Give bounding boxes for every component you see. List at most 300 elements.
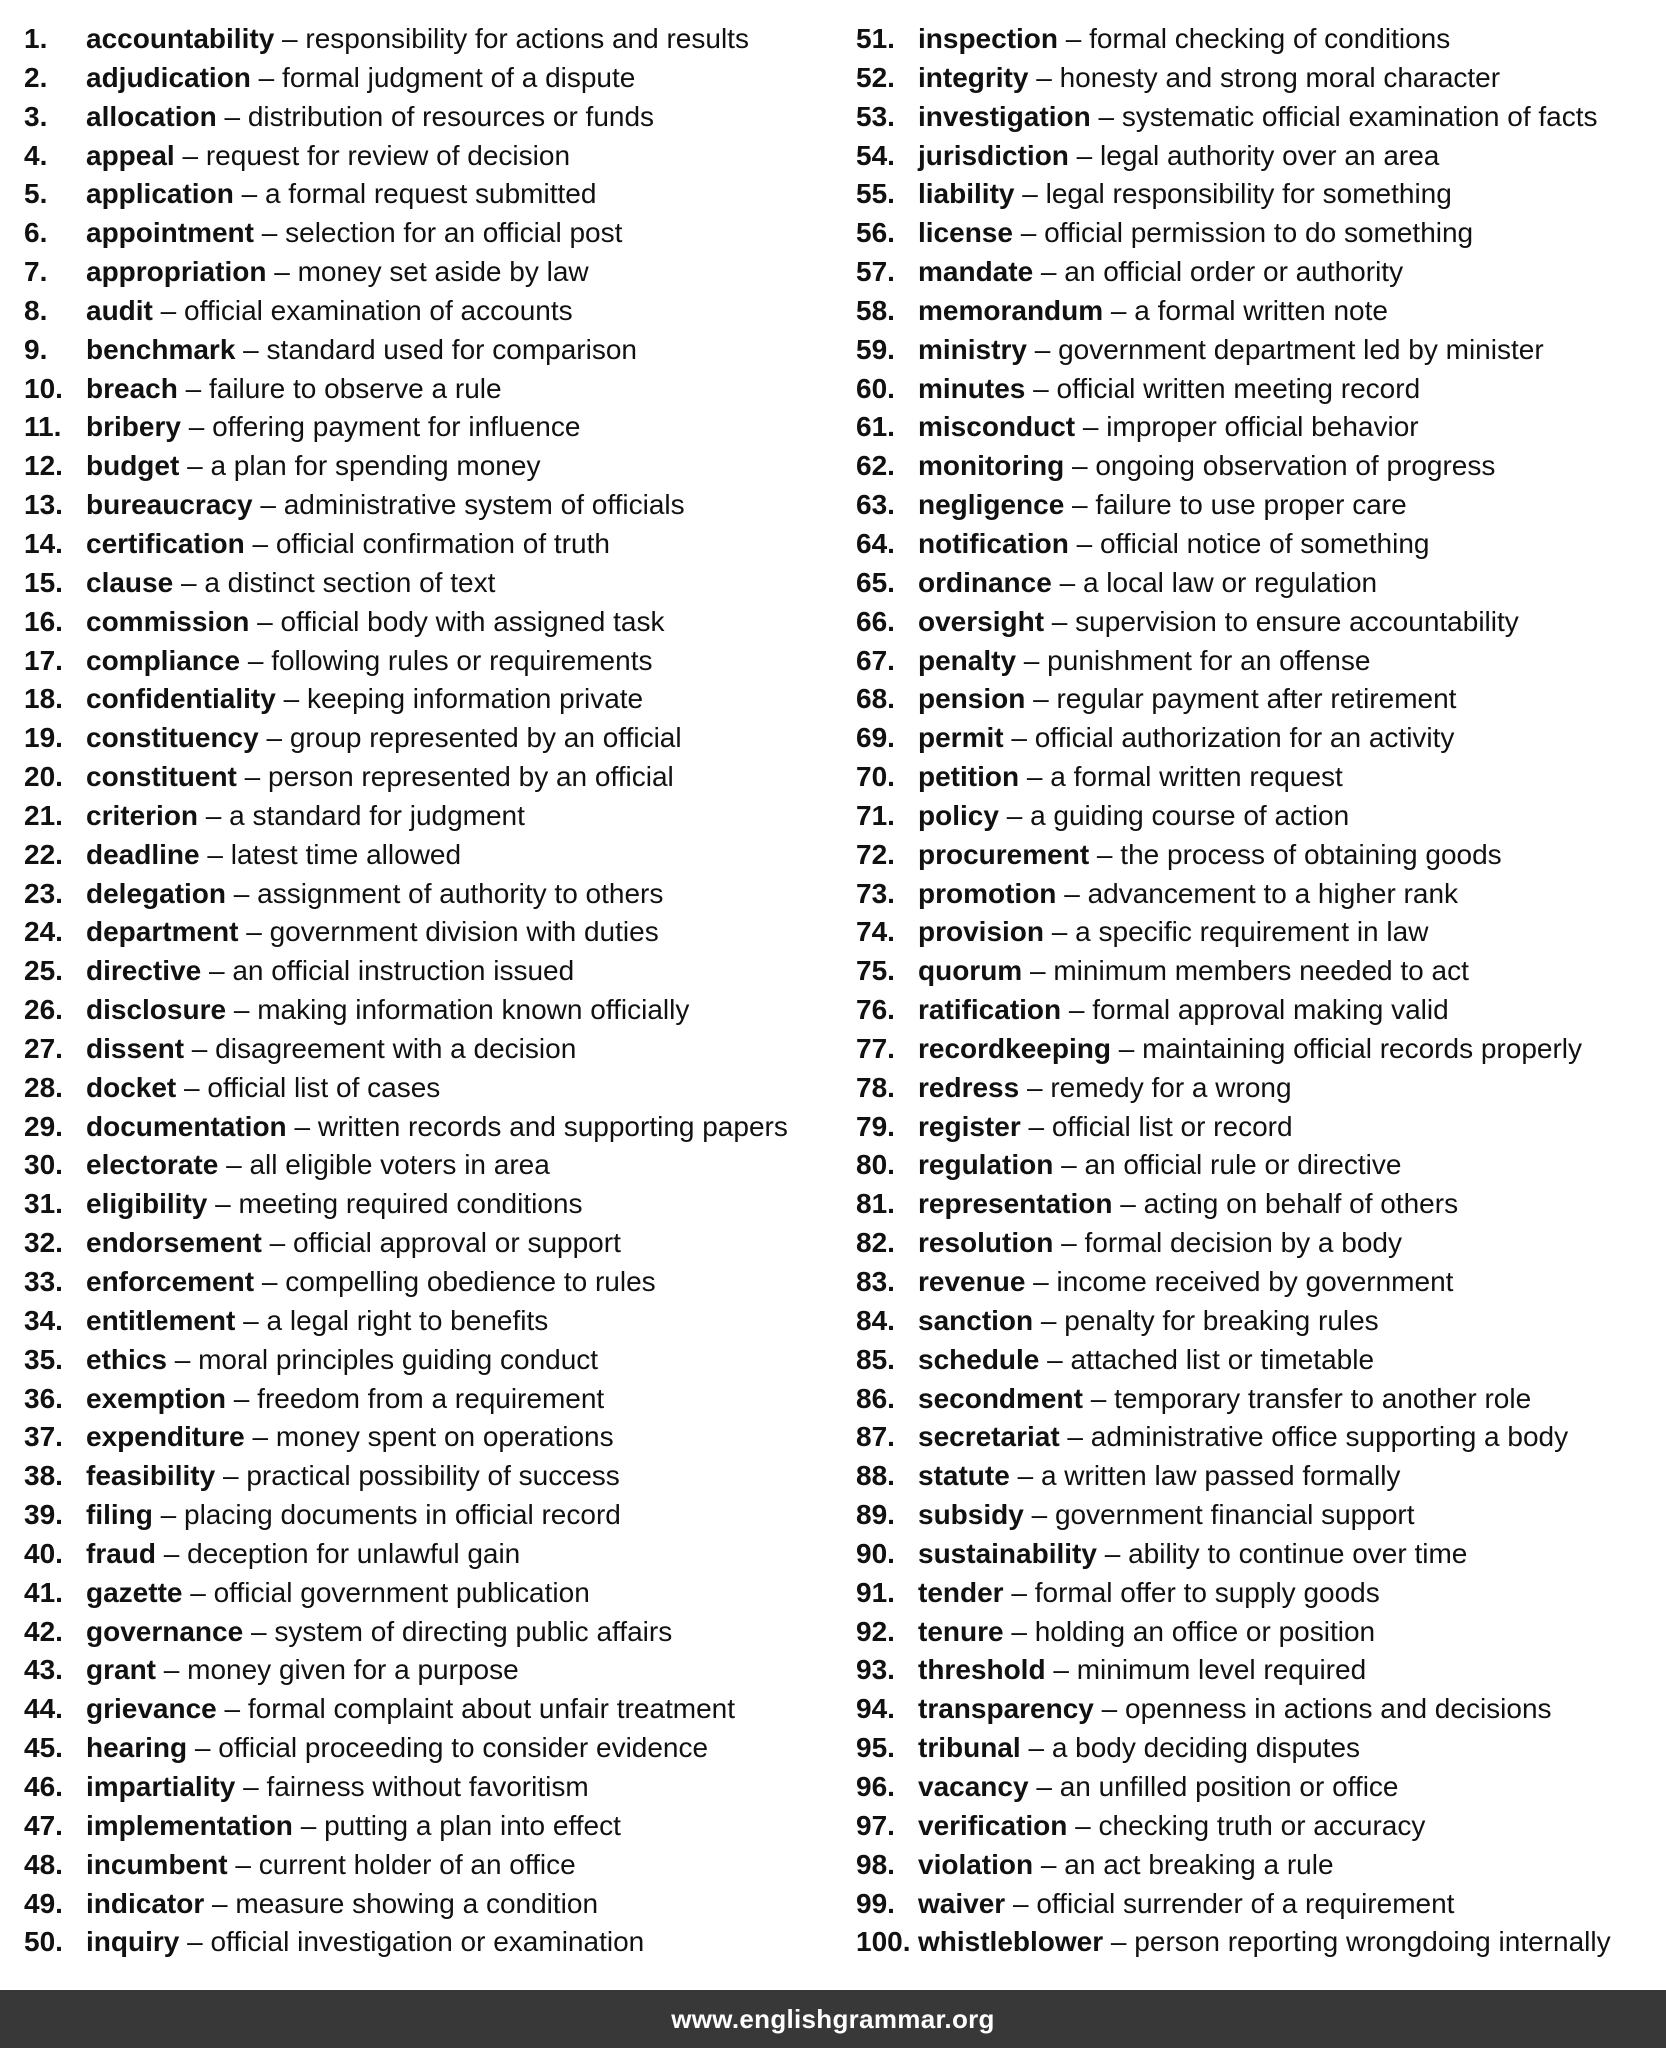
- entry-separator: –: [998, 799, 1031, 831]
- entry-term: breach: [86, 372, 178, 404]
- entry-term: documentation: [86, 1110, 287, 1142]
- entry-separator: –: [1003, 1576, 1035, 1608]
- entry-definition: administrative system of officials: [283, 489, 685, 521]
- entry-number: 28.: [24, 1071, 63, 1103]
- entry-term: eligibility: [86, 1188, 208, 1220]
- entry-term: violation: [918, 1848, 1034, 1880]
- glossary-entry: [856, 1030, 1656, 1069]
- entry-definition: a specific requirement in law: [1075, 916, 1429, 948]
- entry-definition: standard used for comparison: [266, 333, 637, 365]
- entry-term: oversight: [918, 605, 1045, 637]
- entry-separator: –: [182, 1576, 214, 1608]
- entry-term: fraud: [86, 1537, 156, 1569]
- entry-separator: –: [235, 333, 267, 365]
- glossary-entry: [856, 680, 1656, 719]
- glossary-entry: [24, 1574, 824, 1613]
- entry-separator: –: [1003, 1615, 1035, 1647]
- entry-definition: request for review of decision: [205, 139, 571, 171]
- entry-number: 62.: [856, 450, 895, 482]
- glossary-entry: [24, 1496, 824, 1535]
- entry-definition: official authorization for an activity: [1034, 722, 1455, 754]
- entry-definition: deception for unlawful gain: [187, 1537, 521, 1569]
- glossary-entry: [856, 719, 1656, 758]
- entry-separator: –: [266, 256, 298, 288]
- entry-definition: punishment for an offense: [1047, 644, 1371, 676]
- glossary-entry: [24, 797, 824, 836]
- entry-number: 97.: [856, 1809, 895, 1841]
- glossary-entry: [24, 836, 824, 875]
- entry-number: 26.: [24, 994, 63, 1026]
- entry-definition: keeping information private: [306, 683, 644, 715]
- entry-term: incumbent: [86, 1848, 228, 1880]
- glossary-entry: [24, 680, 824, 719]
- entry-term: transparency: [918, 1693, 1094, 1725]
- entry-separator: –: [207, 1188, 239, 1220]
- entry-definition: official written meeting record: [1056, 372, 1421, 404]
- entry-separator: –: [1053, 1149, 1085, 1181]
- glossary-entry: [856, 1108, 1656, 1147]
- entry-definition: distribution of resources or funds: [247, 100, 655, 132]
- entry-term: governance: [86, 1615, 244, 1647]
- entry-definition: money spent on operations: [275, 1421, 614, 1453]
- entry-definition: improper official behavior: [1106, 411, 1419, 443]
- entry-definition: putting a plan into effect: [324, 1809, 621, 1841]
- entry-definition: legal authority over an area: [1100, 139, 1440, 171]
- entry-definition: attached list or timetable: [1070, 1343, 1375, 1375]
- entry-definition: regular payment after retirement: [1056, 683, 1457, 715]
- glossary-entry: [24, 1108, 824, 1147]
- entry-number: 51.: [856, 23, 895, 54]
- entry-number: 14.: [24, 527, 63, 559]
- entry-definition: official list of cases: [207, 1071, 441, 1103]
- glossary-entry: [24, 564, 824, 603]
- entry-separator: –: [1020, 1732, 1052, 1764]
- glossary-entry: [856, 525, 1656, 564]
- entry-term: docket: [86, 1071, 177, 1103]
- entry-number: 88.: [856, 1460, 895, 1492]
- glossary-entry: [856, 1690, 1656, 1729]
- entry-definition: government financial support: [1054, 1499, 1415, 1531]
- entry-separator: –: [1056, 877, 1088, 909]
- entry-number: 99.: [856, 1887, 895, 1919]
- entry-number: 43.: [24, 1654, 63, 1686]
- glossary-entry: [24, 603, 824, 642]
- entry-number: 73.: [856, 877, 895, 909]
- entry-number: 48.: [24, 1848, 63, 1880]
- entry-number: 36.: [24, 1382, 63, 1414]
- entry-definition: responsibility for actions and results: [305, 23, 749, 54]
- glossary-entry: [856, 913, 1656, 952]
- entry-separator: –: [180, 411, 213, 443]
- glossary-entry: [856, 98, 1656, 137]
- entry-term: allocation: [86, 100, 217, 132]
- entry-definition: following rules or requirements: [271, 644, 653, 676]
- entry-term: commission: [86, 605, 250, 637]
- entry-definition: legal responsibility for something: [1045, 178, 1452, 210]
- entry-number: 47.: [24, 1809, 63, 1841]
- entry-term: ordinance: [918, 566, 1052, 598]
- entry-number: 66.: [856, 605, 895, 637]
- glossary-entry: [856, 1496, 1656, 1535]
- entry-number: 64.: [856, 527, 895, 559]
- entry-number: 75.: [856, 955, 895, 987]
- entry-separator: –: [216, 1693, 248, 1725]
- entry-number: 83.: [856, 1266, 895, 1297]
- entry-definition: official body with assigned task: [280, 605, 665, 637]
- entry-separator: –: [1053, 1227, 1085, 1259]
- glossary-entry: [24, 486, 824, 525]
- glossary-entry: [856, 603, 1656, 642]
- entry-term: sanction: [918, 1304, 1034, 1336]
- entry-separator: –: [1089, 838, 1121, 870]
- entry-definition: fairness without favoritism: [266, 1770, 589, 1802]
- entry-term: delegation: [86, 877, 227, 909]
- entry-term: misconduct: [918, 411, 1076, 443]
- entry-term: exemption: [86, 1382, 227, 1414]
- entry-number: 89.: [856, 1499, 895, 1531]
- entry-separator: –: [235, 1304, 267, 1336]
- entry-definition: remedy for a wrong: [1050, 1071, 1292, 1103]
- entry-number: 80.: [856, 1149, 895, 1181]
- entry-separator: –: [1082, 1382, 1115, 1414]
- glossary-columns: [0, 20, 1666, 1960]
- entry-number: 7.: [24, 256, 48, 288]
- entry-number: 3.: [24, 100, 48, 132]
- entry-number: 22.: [24, 838, 63, 870]
- glossary-entry: [24, 292, 824, 331]
- entry-separator: –: [226, 994, 258, 1026]
- entry-term: electorate: [86, 1149, 219, 1181]
- glossary-entry: [24, 59, 824, 98]
- glossary-entry: [24, 98, 824, 137]
- entry-number: 74.: [856, 916, 895, 948]
- entry-separator: –: [252, 489, 284, 521]
- entry-term: register: [918, 1110, 1021, 1142]
- entry-separator: –: [218, 1149, 250, 1181]
- entry-definition: official list or record: [1051, 1110, 1293, 1142]
- entry-definition: practical possibility of success: [246, 1460, 620, 1492]
- entry-separator: –: [179, 1926, 211, 1958]
- entry-number: 33.: [24, 1266, 63, 1297]
- glossary-entry: [24, 1535, 824, 1574]
- entry-term: appropriation: [86, 256, 267, 288]
- entry-number: 29.: [24, 1110, 63, 1142]
- entry-separator: –: [1023, 1499, 1055, 1531]
- entry-term: permit: [918, 722, 1004, 754]
- entry-separator: –: [216, 100, 248, 132]
- glossary-entry: [856, 1651, 1656, 1690]
- glossary-entry: [856, 1380, 1656, 1419]
- glossary-entry: [856, 1341, 1656, 1380]
- glossary-entry: [24, 253, 824, 292]
- entry-definition: group represented by an official: [289, 722, 682, 754]
- entry-separator: –: [1075, 411, 1107, 443]
- entry-term: ethics: [86, 1343, 167, 1375]
- entry-definition: official approval or support: [292, 1227, 621, 1259]
- entry-number: 55.: [856, 178, 895, 210]
- entry-separator: –: [1068, 139, 1101, 171]
- entry-number: 39.: [24, 1499, 63, 1531]
- entry-separator: –: [243, 1615, 275, 1647]
- entry-separator: –: [1044, 916, 1076, 948]
- glossary-entry: [24, 1069, 824, 1108]
- entry-term: monitoring: [918, 450, 1065, 482]
- entry-term: subsidy: [918, 1499, 1024, 1531]
- entry-term: policy: [918, 799, 999, 831]
- entry-definition: assignment of authority to others: [257, 877, 664, 909]
- entry-number: 15.: [24, 566, 63, 598]
- entry-separator: –: [249, 605, 281, 637]
- entry-separator: –: [1051, 566, 1083, 598]
- entry-term: entitlement: [86, 1304, 236, 1336]
- entry-separator: –: [215, 1460, 247, 1492]
- entry-definition: formal checking of conditions: [1089, 23, 1451, 54]
- glossary-entry: [856, 331, 1656, 370]
- glossary-entry: [24, 913, 824, 952]
- glossary-entry: [856, 1807, 1656, 1846]
- entry-definition: a legal right to benefits: [266, 1304, 549, 1336]
- glossary-entry: [856, 1768, 1656, 1807]
- entry-number: 11.: [24, 411, 62, 443]
- entry-separator: –: [274, 23, 306, 54]
- entry-term: promotion: [918, 877, 1057, 909]
- entry-term: vacancy: [918, 1770, 1029, 1802]
- entry-term: audit: [86, 294, 153, 326]
- entry-definition: official notice of something: [1100, 527, 1430, 559]
- entry-definition: a plan for spending money: [210, 450, 541, 482]
- entry-term: recordkeeping: [918, 1032, 1111, 1064]
- entry-term: regulation: [918, 1149, 1054, 1181]
- glossary-entry: [24, 1768, 824, 1807]
- glossary-entry: [24, 1923, 824, 1962]
- entry-separator: –: [1058, 23, 1090, 54]
- entry-term: department: [86, 916, 239, 948]
- entry-separator: –: [1045, 1654, 1077, 1686]
- glossary-entry: [856, 137, 1656, 176]
- entry-number: 9.: [24, 333, 48, 365]
- entry-number: 5.: [24, 178, 48, 210]
- glossary-entry: [24, 1846, 824, 1885]
- entry-number: 17.: [24, 644, 63, 676]
- entry-definition: all eligible voters in area: [249, 1149, 550, 1181]
- entry-number: 44.: [24, 1693, 63, 1725]
- entry-separator: –: [1025, 683, 1057, 715]
- glossary-entry: [856, 642, 1656, 681]
- entry-separator: –: [1044, 605, 1076, 637]
- entry-term: investigation: [918, 100, 1091, 132]
- entry-term: expenditure: [86, 1421, 245, 1453]
- glossary-entry: [856, 1729, 1656, 1768]
- entry-number: 13.: [24, 489, 63, 521]
- glossary-entry: [856, 836, 1656, 875]
- entry-number: 60.: [856, 372, 895, 404]
- entry-definition: money set aside by law: [297, 256, 589, 288]
- entry-term: threshold: [918, 1654, 1046, 1686]
- entry-separator: –: [1022, 955, 1054, 987]
- entry-definition: placing documents in official record: [184, 1499, 621, 1531]
- entry-definition: supervision to ensure accountability: [1075, 605, 1519, 637]
- entry-term: appeal: [86, 139, 175, 171]
- entry-number: 40.: [24, 1537, 63, 1569]
- entry-definition: advancement to a higher rank: [1087, 877, 1459, 909]
- entry-separator: –: [156, 1537, 188, 1569]
- entry-definition: failure to observe a rule: [208, 372, 502, 404]
- entry-definition: ongoing observation of progress: [1095, 450, 1496, 482]
- glossary-entry: [24, 1885, 824, 1924]
- entry-definition: honesty and strong moral character: [1059, 61, 1501, 93]
- entry-number: 90.: [856, 1537, 895, 1569]
- entry-separator: –: [226, 1382, 258, 1414]
- glossary-entry: [24, 1263, 824, 1302]
- glossary-entry: [24, 1224, 824, 1263]
- entry-term: constituent: [86, 761, 237, 793]
- glossary-entry: [856, 292, 1656, 331]
- entry-term: statute: [918, 1460, 1010, 1492]
- entry-number: 82.: [856, 1227, 895, 1259]
- entry-definition: moral principles guiding conduct: [198, 1343, 599, 1375]
- glossary-entry: [24, 447, 824, 486]
- entry-number: 6.: [24, 217, 48, 249]
- entry-separator: –: [238, 916, 270, 948]
- entry-term: impartiality: [86, 1770, 236, 1802]
- entry-term: disclosure: [86, 994, 227, 1026]
- glossary-entry: [24, 875, 824, 914]
- entry-definition: official confirmation of truth: [275, 527, 610, 559]
- entry-term: representation: [918, 1188, 1113, 1220]
- entry-number: 79.: [856, 1110, 895, 1142]
- glossary-entry: [24, 214, 824, 253]
- entry-number: 86.: [856, 1382, 895, 1414]
- entry-number: 57.: [856, 256, 895, 288]
- glossary-entry: [24, 1341, 824, 1380]
- glossary-entry: [24, 370, 824, 409]
- entry-separator: –: [152, 294, 185, 326]
- entry-definition: holding an office or position: [1034, 1615, 1376, 1647]
- entry-term: hearing: [86, 1732, 188, 1764]
- entry-term: ministry: [918, 333, 1027, 365]
- entry-separator: –: [1028, 61, 1060, 93]
- entry-term: whistleblower: [918, 1926, 1104, 1958]
- entry-separator: –: [1112, 1188, 1144, 1220]
- glossary-entry: [24, 758, 824, 797]
- entry-term: ratification: [918, 994, 1062, 1026]
- glossary-entry: [856, 408, 1656, 447]
- glossary-entry: [856, 875, 1656, 914]
- entry-definition: a formal written request: [1050, 761, 1343, 793]
- entry-separator: –: [1033, 1848, 1065, 1880]
- entry-term: inspection: [918, 23, 1059, 54]
- entry-term: memorandum: [918, 294, 1104, 326]
- entry-number: 70.: [856, 761, 895, 793]
- entry-term: revenue: [918, 1266, 1026, 1297]
- entry-definition: person reporting wrongdoing internally: [1134, 1926, 1611, 1958]
- glossary-entry: [856, 952, 1656, 991]
- glossary-entry: [856, 175, 1656, 214]
- entry-definition: temporary transfer to another role: [1114, 1382, 1532, 1414]
- entry-separator: –: [240, 644, 272, 676]
- entry-separator: –: [1064, 450, 1096, 482]
- glossary-entry: [856, 1923, 1656, 1962]
- entry-term: feasibility: [86, 1460, 216, 1492]
- entry-term: minutes: [918, 372, 1026, 404]
- glossary-entry: [24, 1613, 824, 1652]
- entry-separator: –: [244, 527, 276, 559]
- entry-definition: government department led by minister: [1058, 333, 1544, 365]
- entry-separator: –: [1061, 994, 1093, 1026]
- entry-number: 65.: [856, 566, 895, 598]
- entry-separator: –: [292, 1809, 325, 1841]
- entry-separator: –: [1025, 372, 1057, 404]
- entry-definition: official proceeding to consider evidence: [218, 1732, 709, 1764]
- entry-number: 16.: [24, 605, 63, 637]
- glossary-entry: [24, 1146, 824, 1185]
- glossary-entry: [24, 952, 824, 991]
- entry-number: 18.: [24, 683, 63, 715]
- entry-number: 46.: [24, 1770, 63, 1802]
- entry-term: compliance: [86, 644, 241, 676]
- entry-separator: –: [179, 450, 211, 482]
- entry-number: 41.: [24, 1576, 63, 1608]
- entry-number: 37.: [24, 1421, 63, 1453]
- entry-separator: –: [177, 372, 209, 404]
- entry-definition: official investigation or examination: [210, 1926, 645, 1958]
- entry-term: provision: [918, 916, 1045, 948]
- glossary-entry: [856, 564, 1656, 603]
- entry-number: 21.: [24, 799, 63, 831]
- entry-term: confidentiality: [86, 683, 276, 715]
- entry-number: 23.: [24, 877, 63, 909]
- footer-bar: [0, 1990, 1666, 2048]
- entry-separator: –: [250, 61, 283, 93]
- entry-separator: –: [173, 566, 205, 598]
- entry-term: schedule: [918, 1343, 1040, 1375]
- entry-separator: –: [176, 1071, 208, 1103]
- glossary-list-right: [856, 20, 1656, 1962]
- entry-number: 76.: [856, 994, 895, 1026]
- entry-term: filing: [86, 1499, 153, 1531]
- glossary-entry: [856, 486, 1656, 525]
- entry-definition: making information known officially: [257, 994, 690, 1026]
- entry-separator: –: [1028, 1770, 1060, 1802]
- entry-term: waiver: [918, 1887, 1006, 1919]
- entry-definition: a local law or regulation: [1082, 566, 1378, 598]
- glossary-entry: [24, 1418, 824, 1457]
- entry-separator: –: [1014, 178, 1046, 210]
- glossary-entry: [24, 1651, 824, 1690]
- entry-number: 34.: [24, 1304, 63, 1336]
- glossary-entry: [856, 1613, 1656, 1652]
- entry-separator: –: [1019, 1071, 1051, 1103]
- entry-term: gazette: [86, 1576, 183, 1608]
- entry-term: indicator: [86, 1887, 205, 1919]
- entry-definition: measure showing a condition: [235, 1887, 599, 1919]
- entry-definition: a distinct section of text: [204, 566, 496, 598]
- entry-term: adjudication: [86, 61, 251, 93]
- glossary-entry: [24, 991, 824, 1030]
- entry-term: certification: [86, 527, 245, 559]
- entry-separator: –: [227, 1848, 259, 1880]
- glossary-entry: [24, 719, 824, 758]
- entry-term: redress: [918, 1071, 1020, 1103]
- entry-definition: the process of obtaining goods: [1120, 838, 1502, 870]
- entry-separator: –: [156, 1654, 188, 1686]
- entry-definition: formal decision by a body: [1084, 1227, 1402, 1259]
- glossary-entry: [856, 797, 1656, 836]
- entry-separator: –: [286, 1110, 318, 1142]
- glossary-entry: [24, 1380, 824, 1419]
- entry-term: sustainability: [918, 1537, 1097, 1569]
- glossary-entry: [856, 1574, 1656, 1613]
